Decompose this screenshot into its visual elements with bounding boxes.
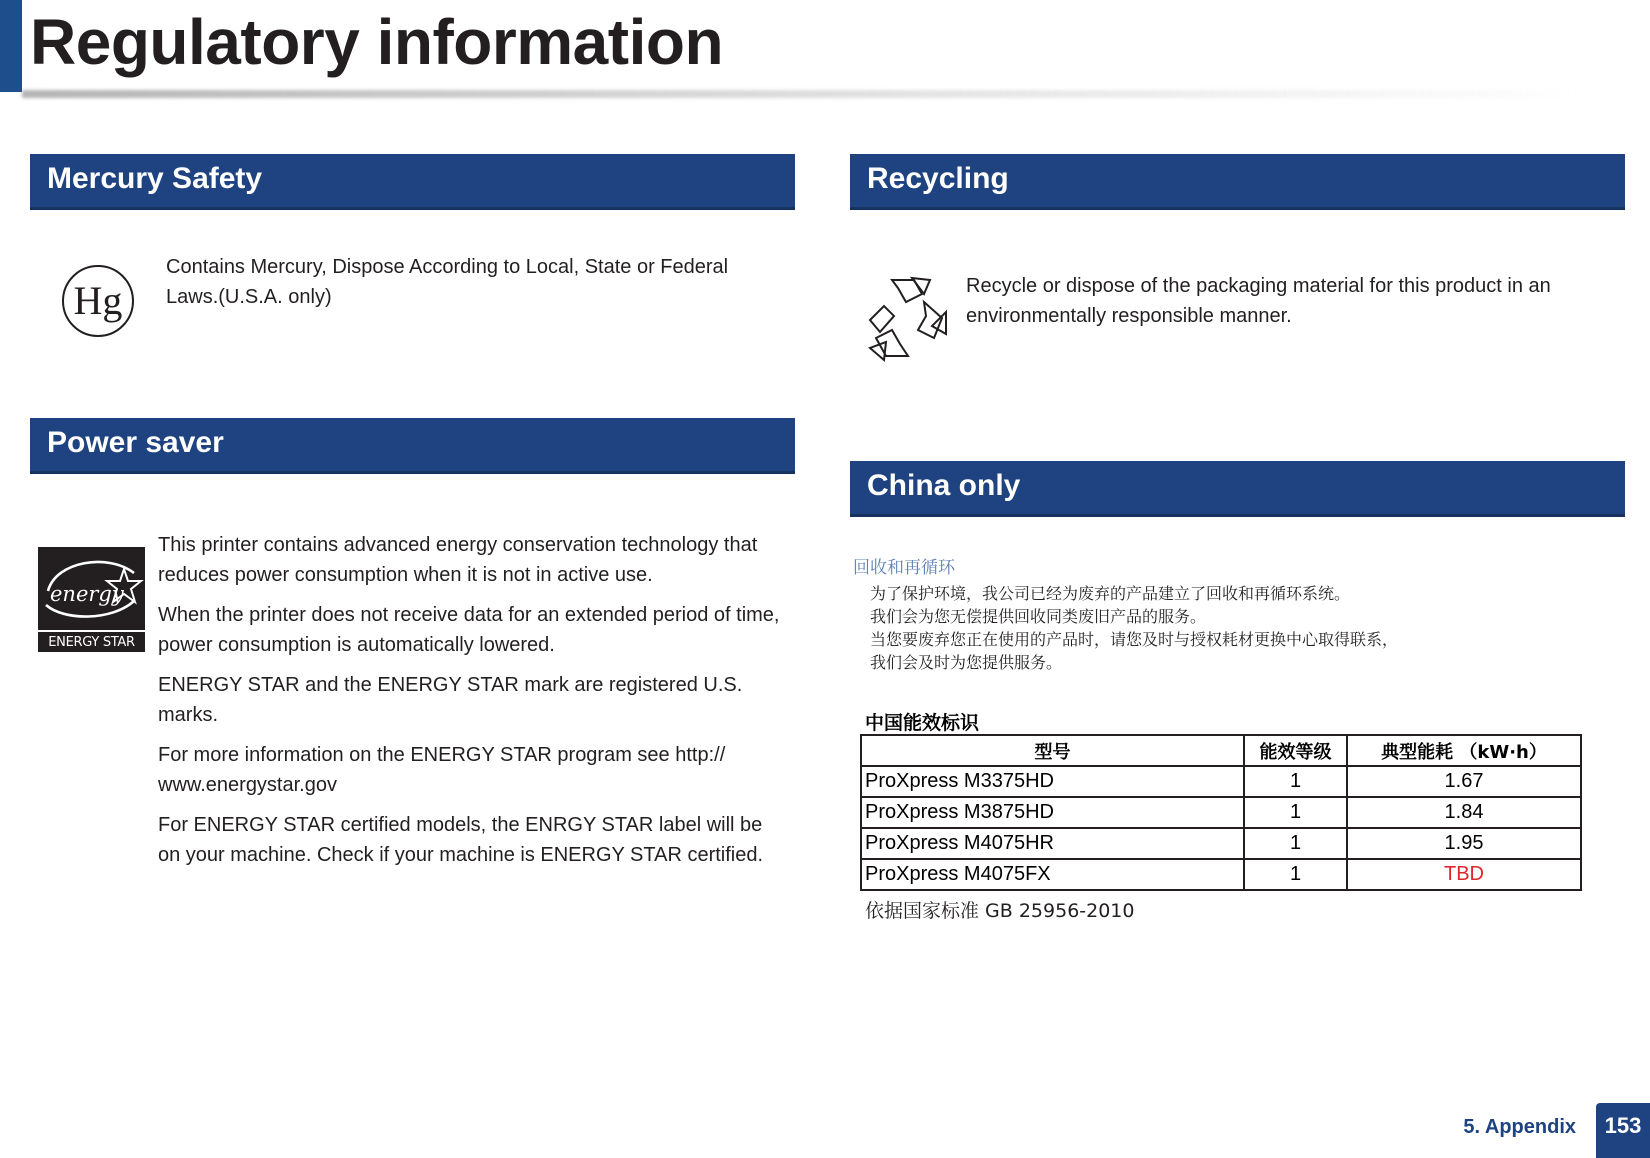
mercury-text-line-2: Laws.(U.S.A. only) bbox=[166, 286, 332, 308]
column-header-model: 型号 bbox=[861, 735, 1244, 766]
energy-cell: 1.67 bbox=[1347, 766, 1581, 797]
china-line-3: 当您要废弃您正在使用的产品时，请您及时与授权耗材更换中心取得联系， bbox=[870, 630, 1399, 649]
recycling-text-line-1: Recycle or dispose of the packaging material for this product in an bbox=[966, 275, 1551, 297]
column-header-grade: 能效等级 bbox=[1244, 735, 1347, 766]
model-cell: ProXpress M3375HD bbox=[861, 766, 1244, 797]
mercury-text-line-1: Contains Mercury, Dispose According to Local, State or Federal bbox=[166, 256, 729, 278]
china-recycling-text bbox=[870, 582, 1398, 674]
table-row bbox=[861, 797, 1581, 828]
power-paragraph-2: When the printer does not receive data for an extended period of time, power consumption is automatically lowered. bbox=[158, 604, 780, 656]
recycling-text bbox=[966, 271, 1606, 331]
china-line-1: 为了保护环境，我公司已经为废弃的产品建立了回收和再循环系统。 bbox=[870, 584, 1351, 603]
model-cell: ProXpress M4075HR bbox=[861, 828, 1244, 859]
table-row bbox=[861, 828, 1581, 859]
grade-cell: 1 bbox=[1244, 766, 1347, 797]
energy-star-label: ENERGY STAR bbox=[38, 630, 145, 652]
power-paragraph-3: ENERGY STAR and the ENERGY STAR mark are registered U.S. marks. bbox=[158, 674, 743, 726]
china-energy-label-title: 中国能效标识 bbox=[865, 712, 980, 734]
column-header-energy: 典型能耗 （kW·h） bbox=[1347, 735, 1581, 766]
power-paragraph-5: For ENERGY STAR certified models, the ENRGY STAR label will be on your machine. Check if your machine is ENERGY STAR certified. bbox=[158, 814, 764, 866]
energy-star-logo-icon bbox=[38, 547, 145, 652]
energy-star-swoosh-icon bbox=[38, 547, 145, 630]
energy-cell: 1.95 bbox=[1347, 828, 1581, 859]
page-number-badge: 153 bbox=[1596, 1103, 1650, 1158]
svg-text:energy: energy bbox=[50, 582, 124, 606]
china-recycling-heading: 回收和再循环 bbox=[853, 558, 955, 578]
table-header-row bbox=[861, 735, 1581, 766]
power-saver-text bbox=[158, 530, 788, 880]
recycling-text-line-2: environmentally responsible manner. bbox=[966, 305, 1292, 327]
grade-cell: 1 bbox=[1244, 828, 1347, 859]
footer-section-label: 5. Appendix bbox=[1463, 1116, 1576, 1138]
recycle-icon bbox=[862, 276, 948, 364]
page-title: Regulatory information bbox=[30, 6, 724, 78]
mercury-text bbox=[166, 252, 786, 312]
china-line-4: 我们会及时为您提供服务。 bbox=[870, 653, 1063, 672]
model-cell: ProXpress M3875HD bbox=[861, 797, 1244, 828]
china-only-header: China only bbox=[850, 461, 1625, 517]
china-line-2: 我们会为您无偿提供回收同类废旧产品的服务。 bbox=[870, 607, 1207, 626]
energy-efficiency-table bbox=[860, 734, 1582, 891]
model-cell: ProXpress M4075FX bbox=[861, 859, 1244, 890]
table-row bbox=[861, 766, 1581, 797]
mercury-safety-header: Mercury Safety bbox=[30, 154, 795, 210]
power-saver-header: Power saver bbox=[30, 418, 795, 474]
table-row bbox=[861, 859, 1581, 890]
title-accent-bar bbox=[0, 0, 22, 92]
power-paragraph-4: For more information on the ENERGY STAR program see http:// www.energystar.gov bbox=[158, 744, 726, 796]
china-standard-note: 依据国家标准 GB 25956-2010 bbox=[865, 900, 1135, 922]
grade-cell: 1 bbox=[1244, 797, 1347, 828]
recycling-header: Recycling bbox=[850, 154, 1625, 210]
mercury-hg-icon: Hg bbox=[62, 265, 134, 337]
energy-cell: 1.84 bbox=[1347, 797, 1581, 828]
grade-cell: 1 bbox=[1244, 859, 1347, 890]
energy-cell-tbd: TBD bbox=[1347, 859, 1581, 890]
power-paragraph-1: This printer contains advanced energy conservation technology that reduces power consumption when it is not in active use. bbox=[158, 534, 758, 586]
title-divider bbox=[22, 90, 1582, 98]
